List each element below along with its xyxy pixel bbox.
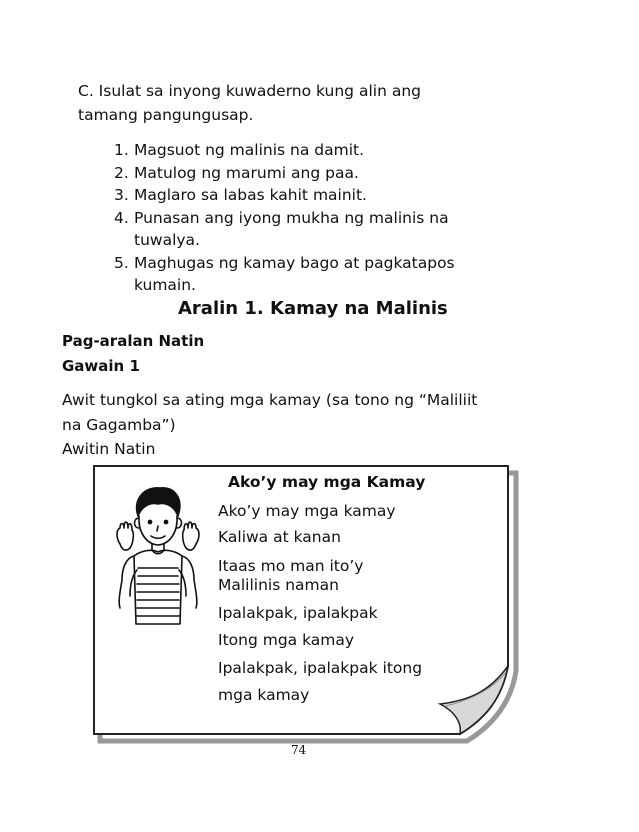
- song-line: Kaliwa at kanan: [218, 528, 341, 546]
- song-line: mga kamay: [218, 686, 310, 704]
- item-text: Maghugas ng kamay bago at pagkatapos: [134, 253, 455, 272]
- instruction-line-2: tamang pangungusap.: [78, 106, 254, 124]
- page-number: 74: [291, 743, 307, 757]
- item-text: Maglaro sa labas kahit mainit.: [134, 186, 367, 204]
- item-text: Matulog ng marumi ang paa.: [134, 163, 359, 182]
- activity-heading: Gawain 1: [62, 357, 140, 375]
- item-text-continued: tuwalya.: [134, 231, 200, 249]
- instruction-line-1: C. Isulat sa inyong kuwaderno kung alin ang: [78, 82, 421, 100]
- song-line: Ako’y may mga kamay: [218, 502, 396, 520]
- intro-line-1: Awit tungkol sa ating mga kamay (sa tono ng “Maliliit: [62, 391, 478, 409]
- item-number: 2.: [114, 163, 129, 182]
- song-line: Ipalakpak, ipalakpak: [218, 604, 378, 622]
- section-heading: Pag-aralan Natin: [62, 332, 205, 350]
- song-line: Ipalakpak, ipalakpak itong: [218, 659, 423, 677]
- song-line: Itong mga kamay: [218, 631, 355, 649]
- item-number: 5.: [114, 253, 129, 272]
- item-text: Punasan ang iyong mukha ng malinis na: [134, 208, 449, 227]
- item-number: 1.: [114, 141, 129, 159]
- item-text: Magsuot ng malinis na damit.: [134, 141, 365, 159]
- intro-line-3: Awitin Natin: [62, 440, 156, 458]
- item-number: 3.: [114, 186, 129, 204]
- song-title: Ako’y may mga Kamay: [228, 473, 426, 491]
- boy-illustration: [108, 484, 208, 634]
- item-number: 4.: [114, 208, 129, 227]
- item-text-continued: kumain.: [134, 276, 196, 294]
- lesson-title: Aralin 1. Kamay na Malinis: [178, 298, 448, 319]
- song-line: Itaas mo man ito’y: [218, 557, 364, 575]
- intro-line-2: na Gagamba”): [62, 416, 176, 434]
- song-line: Malilinis naman: [218, 576, 339, 594]
